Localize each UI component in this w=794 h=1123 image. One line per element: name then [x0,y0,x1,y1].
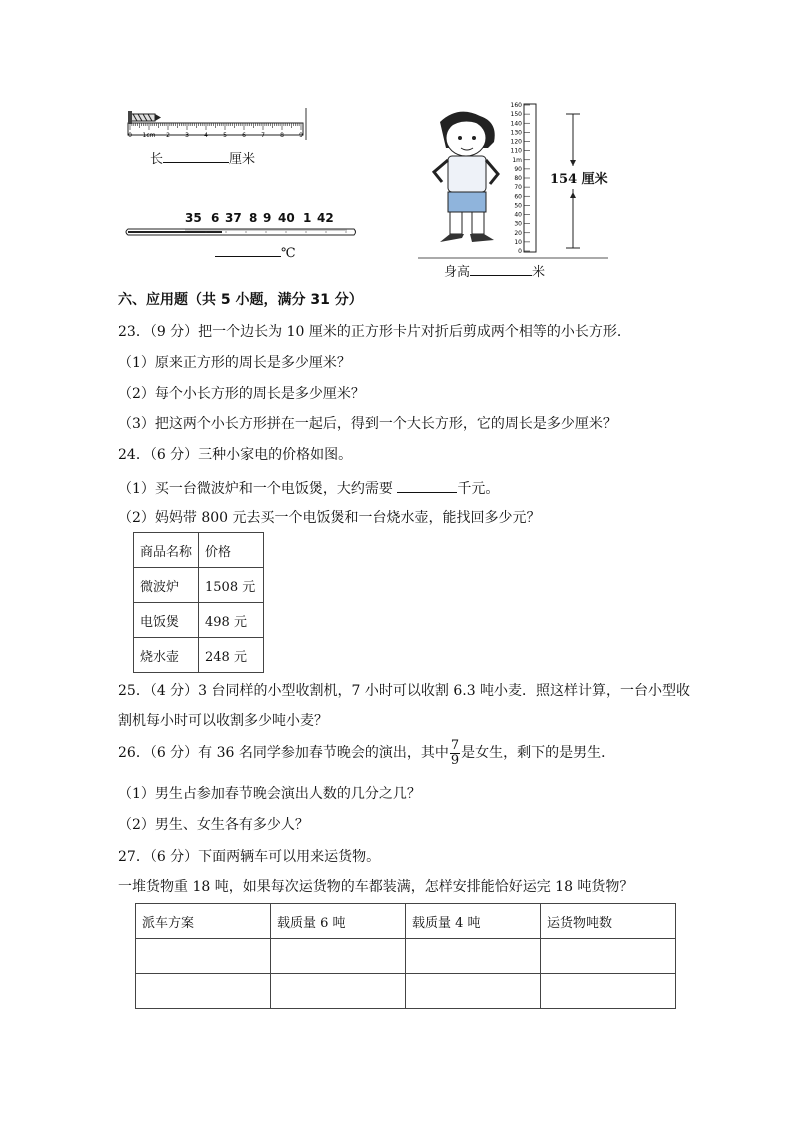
shipping-cell[interactable] [136,974,271,1009]
height-scale-label: 1m [512,156,522,164]
shipping-header-6t: 载质量 6 吨 [271,904,406,939]
table-row [136,939,676,974]
shipping-cell[interactable] [271,974,406,1009]
thermo-label-0: 35 [185,211,202,225]
height-scale-label: 40 [514,211,522,219]
q23-stem: 23．（9 分）把一个边长为 10 厘米的正方形卡片对折后剪成两个相等的小长方形． [118,324,631,340]
ruler-tick-label: 2 [166,132,170,139]
thermo-label-1: 6 [211,211,220,225]
q26-sub1: （1）男生占参加春节晚会演出人数的几分之几？ [118,786,421,802]
height-answer [444,261,545,283]
ruler-drawing [125,104,310,140]
height-scale-label: 30 [514,220,522,228]
q24-sub1-prefix: （1）买一台微波炉和一个电饭煲，大约需要 [118,481,393,497]
ruler-tick-label: 0 [128,132,132,139]
q23-sub1: （1）原来正方形的周长是多少厘米？ [118,355,351,371]
ruler-tick-label: 4 [204,132,208,139]
ruler-tick-label: 5 [223,132,227,139]
thermo-label-7: 42 [317,211,334,225]
height-figure [418,100,608,260]
price-cell-price: 1508 元 [199,568,264,603]
thermo-label-4: 9 [263,211,272,225]
ruler-tick-label: 8 [280,132,284,139]
height-scale-label: 110 [510,147,522,155]
q26-stem [118,738,615,768]
table-row [134,568,264,603]
q26-sub2: （2）男生、女生各有多少人？ [118,817,309,833]
ruler-tick-label: 3 [185,132,189,139]
height-answer-blank[interactable] [470,261,532,276]
height-scale-label: 160 [510,102,522,109]
height-scale-label: 20 [514,229,522,237]
ruler-tick-label: 7 [261,132,265,139]
thermometer-unit: ℃ [281,246,296,261]
shipping-header-4t: 载质量 4 吨 [406,904,541,939]
q27-stem: 27．（6 分）下面两辆车可以用来运货物。 [118,849,381,865]
ruler-tick-label: 1cm [142,132,156,139]
shipping-cell[interactable] [541,974,676,1009]
shipping-cell[interactable] [136,939,271,974]
q24-sub1-suffix: 千元。 [457,481,500,497]
q25-line2: 割机每小时可以收割多少吨小麦？ [118,713,328,729]
price-table-header [134,533,264,568]
thermometer-drawing [122,224,358,240]
price-cell-price: 498 元 [199,603,264,638]
shipping-cell[interactable] [406,939,541,974]
thermo-label-2: 37 [225,211,242,225]
boy-illustration [434,112,498,242]
price-cell-name: 微波炉 [134,568,199,603]
ruler-answer-prefix: 长 [150,152,164,167]
q26-fraction [450,739,460,768]
ruler-answer [150,148,255,170]
thermometer-figure [122,224,358,240]
ruler-answer-blank[interactable] [163,148,229,163]
thermometer-answer-blank[interactable] [215,242,281,257]
shipping-cell[interactable] [541,939,676,974]
q26-stem-suffix: 是女生，剩下的是男生． [461,745,616,761]
q24-sub1-blank[interactable] [397,478,457,493]
height-scale-label: 70 [514,184,522,192]
height-answer-prefix: 身高 [444,265,471,280]
q26-stem-prefix: 26．（6 分）有 36 名同学参加春节晚会的演出，其中 [118,745,449,761]
shipping-header-plan: 派车方案 [136,904,271,939]
height-scale-label: 150 [510,111,522,119]
shipping-cell[interactable] [271,939,406,974]
table-row [134,638,264,673]
ruler-tick-label: 6 [242,132,246,139]
height-scale-label: 130 [510,129,522,137]
height-answer-suffix: 米 [532,265,546,280]
shipping-table [135,903,676,1009]
table-row [134,603,264,638]
price-cell-name: 烧水壶 [134,638,199,673]
q24-sub1 [118,478,499,499]
q24-sub2: （2）妈妈带 800 元去买一个电饭煲和一台烧水壶，能找回多少元？ [118,510,541,526]
ruler-tick-label: 9 [299,132,303,139]
price-header-price: 价格 [199,533,264,568]
price-cell-name: 电饭煲 [134,603,199,638]
ruler-figure [125,104,310,140]
q26-frac-den: 9 [450,752,460,768]
shipping-header-total: 运货物吨数 [541,904,676,939]
price-cell-price: 248 元 [199,638,264,673]
height-label: 154 厘米 [550,166,608,189]
q25-line1: 25．（4 分）3 台同样的小型收割机，7 小时可以收割 6.3 吨小麦．照这样计算，一台小型收 [118,683,691,699]
height-scale-label: 90 [514,165,522,173]
height-scale-label: 80 [514,175,522,182]
q23-sub3: （3）把这两个小长方形拼在一起后，得到一个大长方形，它的周长是多少厘米？ [118,416,617,432]
shipping-cell[interactable] [406,974,541,1009]
price-table [133,532,264,673]
height-scale-label: 120 [510,138,522,146]
q23-sub2: （2）每个小长方形的周长是多少厘米？ [118,386,365,402]
price-header-name: 商品名称 [134,533,199,568]
height-scale-label: 50 [514,202,522,210]
shipping-table-header [136,904,676,939]
thermo-label-5: 40 [278,211,295,225]
height-scale-label: 140 [510,120,522,128]
q26-frac-num: 7 [450,737,460,753]
thermo-label-6: 1 [303,211,312,225]
height-scale-label: 10 [514,238,522,246]
height-scale-label: 0 [518,248,522,255]
thermo-label-3: 8 [249,211,258,225]
height-scale-label: 60 [514,193,522,201]
ruler-answer-suffix: 厘米 [229,152,256,167]
q27-line2: 一堆货物重 18 吨，如果每次运货物的车都装满，怎样安排能恰好运完 18 吨货物？ [118,879,634,895]
q24-stem: 24．（6 分）三种小家电的价格如图。 [118,447,353,463]
section-title: 六、应用题（共 5 小题，满分 31 分） [118,292,363,308]
table-row [136,974,676,1009]
thermometer-answer [215,242,296,264]
